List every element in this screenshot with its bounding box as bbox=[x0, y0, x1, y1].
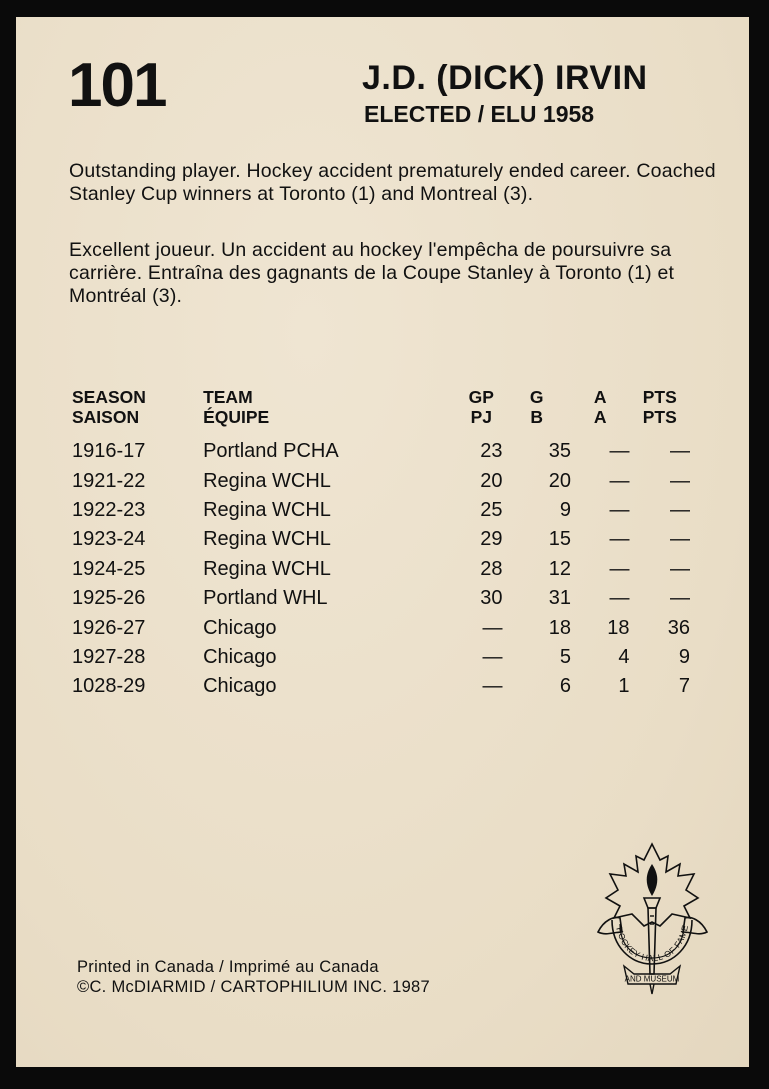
table-row bbox=[70, 466, 690, 495]
table-row bbox=[70, 525, 690, 554]
points-cell: 7 bbox=[678, 675, 690, 698]
header-a: A A bbox=[593, 387, 607, 427]
goals-cell: 35 bbox=[548, 440, 571, 463]
goals-cell: 9 bbox=[559, 498, 571, 521]
team-cell: Portland PCHA bbox=[203, 440, 339, 463]
table-row bbox=[70, 672, 690, 701]
points-cell: — bbox=[670, 528, 690, 551]
season-cell: 1922-23 bbox=[72, 498, 146, 521]
team-cell: Chicago bbox=[203, 616, 277, 639]
printed-in-canada: Printed in Canada / Imprimé au Canada bbox=[77, 958, 379, 976]
season-cell: 1927-28 bbox=[72, 645, 146, 668]
copyright-line: ©C. McDIARMID / CARTOPHILIUM INC. 1987 bbox=[77, 978, 431, 996]
team-cell: Chicago bbox=[203, 645, 277, 668]
gp-cell: 23 bbox=[480, 440, 503, 463]
assists-cell: — bbox=[609, 528, 630, 551]
bio-french: Excellent joueur. Un accident au hockey l'empêcha de poursuivre sa carrière. Entraîna des gagnants de la Coupe Stanley à Toronto (1) et Montréal (3). bbox=[69, 239, 675, 307]
season-cell: 1923-24 bbox=[72, 528, 146, 551]
points-cell: 9 bbox=[678, 645, 690, 668]
team-cell: Regina WCHL bbox=[203, 498, 331, 521]
bio-english: Outstanding player. Hockey accident prematurely ended career. Coached Stanley Cup winners at Toronto (1) and Montreal (3). bbox=[69, 160, 716, 205]
assists-cell: — bbox=[609, 498, 630, 521]
header-season: SEASON SAISON bbox=[72, 387, 146, 427]
team-cell: Portland WHL bbox=[203, 587, 328, 610]
stats-table bbox=[70, 387, 690, 702]
gp-cell: — bbox=[482, 616, 503, 639]
hall-of-fame-logo-icon bbox=[590, 842, 715, 997]
table-row bbox=[70, 437, 690, 466]
table-row bbox=[70, 555, 690, 584]
elected-year: ELECTED / ELU 1958 bbox=[364, 101, 595, 127]
assists-cell: — bbox=[609, 469, 630, 492]
points-cell: — bbox=[670, 469, 690, 492]
goals-cell: 5 bbox=[559, 645, 571, 668]
header-team: TEAM ÉQUIPE bbox=[203, 387, 270, 427]
stats-header-row bbox=[70, 387, 690, 437]
goals-cell: 12 bbox=[548, 557, 571, 580]
goals-cell: 31 bbox=[548, 587, 571, 610]
table-row bbox=[70, 496, 690, 525]
goals-cell: 20 bbox=[548, 469, 571, 492]
season-cell: 1028-29 bbox=[72, 675, 146, 698]
table-row bbox=[70, 584, 690, 613]
assists-cell: 18 bbox=[607, 616, 630, 639]
gp-cell: — bbox=[482, 645, 503, 668]
team-cell: Chicago bbox=[203, 675, 277, 698]
card-number: 101 bbox=[68, 51, 166, 120]
goals-cell: 6 bbox=[559, 675, 571, 698]
assists-cell: — bbox=[609, 587, 630, 610]
points-cell: — bbox=[670, 498, 690, 521]
points-cell: — bbox=[670, 557, 690, 580]
player-name: J.D. (DICK) IRVIN bbox=[362, 59, 648, 97]
assists-cell: — bbox=[609, 557, 630, 580]
header-pts: PTS PTS bbox=[642, 387, 677, 427]
table-row bbox=[70, 613, 690, 642]
assists-cell: — bbox=[609, 440, 630, 463]
season-cell: 1924-25 bbox=[72, 557, 146, 580]
svg-text:AND MUSEUM: AND MUSEUM bbox=[624, 974, 680, 984]
goals-cell: 18 bbox=[548, 616, 571, 639]
team-cell: Regina WCHL bbox=[203, 557, 331, 580]
season-cell: 1916-17 bbox=[72, 440, 146, 463]
hockey-card-back bbox=[16, 17, 749, 1067]
gp-cell: 20 bbox=[480, 469, 503, 492]
table-row bbox=[70, 643, 690, 672]
gp-cell: 25 bbox=[480, 498, 503, 521]
team-cell: Regina WCHL bbox=[203, 469, 331, 492]
gp-cell: 28 bbox=[480, 557, 503, 580]
season-cell: 1921-22 bbox=[72, 469, 146, 492]
header-gp: GP PJ bbox=[468, 387, 494, 427]
points-cell: 36 bbox=[667, 616, 690, 639]
gp-cell: 30 bbox=[480, 587, 503, 610]
svg-text:HOCKEY HALL OF FAME: HOCKEY HALL OF FAME bbox=[614, 923, 691, 964]
assists-cell: 1 bbox=[618, 675, 630, 698]
team-cell: Regina WCHL bbox=[203, 528, 331, 551]
header-g: G B bbox=[529, 387, 544, 427]
gp-cell: — bbox=[482, 675, 503, 698]
assists-cell: 4 bbox=[618, 645, 630, 668]
season-cell: 1925-26 bbox=[72, 587, 146, 610]
goals-cell: 15 bbox=[548, 528, 571, 551]
points-cell: — bbox=[670, 440, 690, 463]
points-cell: — bbox=[670, 587, 690, 610]
season-cell: 1926-27 bbox=[72, 616, 146, 639]
gp-cell: 29 bbox=[480, 528, 503, 551]
